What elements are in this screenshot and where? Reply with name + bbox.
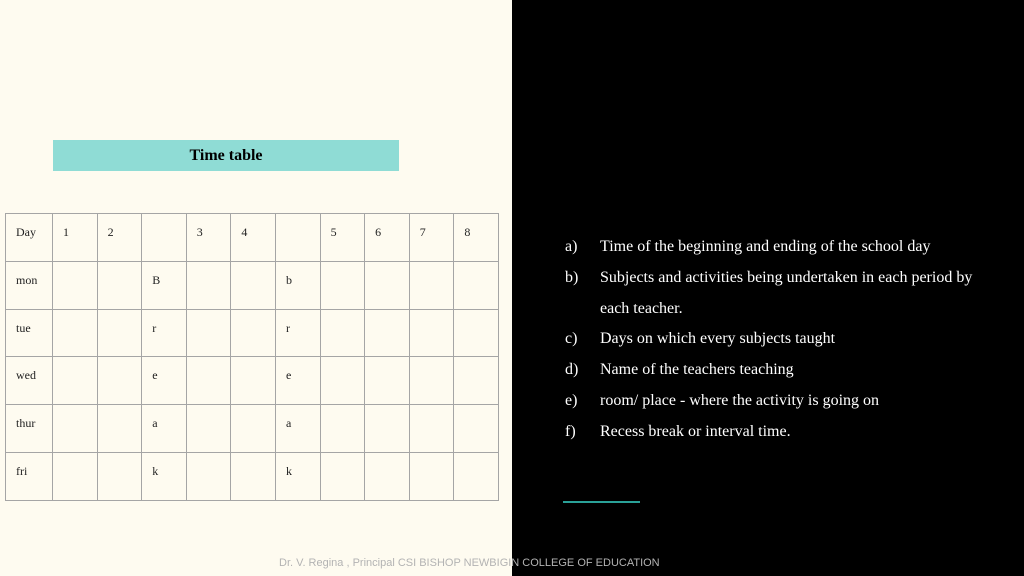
timetable-cell-text [108,405,142,416]
list-marker: c) [565,330,578,348]
timetable-cell [6,357,53,405]
timetable-cell-text: wed [16,368,36,383]
timetable-cell [231,309,276,357]
timetable-cell [320,214,365,262]
timetable-cell [186,261,231,309]
timetable-cell-text: 1 [63,225,69,239]
timetable-cell [97,261,142,309]
timetable-cell-text [464,453,498,464]
timetable-cell [97,309,142,357]
timetable-cell [231,261,276,309]
timetable-cell-text: k [285,463,292,478]
timetable-cell-text [420,453,454,464]
list-text: Days on which every subjects taught [600,330,836,348]
timetable-cell-text [241,310,275,321]
timetable-cell [275,357,320,405]
timetable-cell [409,261,454,309]
timetable-cell [6,309,53,357]
timetable-cell [231,452,276,500]
accent-divider [563,501,640,503]
timetable-cell-text [375,262,409,273]
timetable-cell-text: 7 [419,225,426,239]
timetable-cell [365,405,410,453]
timetable-cell [6,214,53,262]
timetable-cell [275,309,320,357]
timetable-cell-text [420,357,454,368]
timetable-cell-text: thur [16,416,36,431]
timetable-cell [409,452,454,500]
timetable-cell [454,405,499,453]
list-item [565,355,1005,386]
timetable-cell-text [63,310,97,321]
timetable-cell [275,261,320,309]
timetable-cell [365,452,410,500]
timetable-cell-text [331,262,365,273]
timetable-cell [454,261,499,309]
list-text: Time of the beginning and ending of the school day [600,238,931,255]
timetable-cell-text [197,262,231,273]
timetable-cell [142,261,187,309]
timetable-cell-text [108,310,142,321]
timetable-cell [454,357,499,405]
timetable-cell-text: b [285,272,292,287]
timetable-cell-text [108,262,142,273]
list-item [565,263,1005,325]
timetable-cell-text [197,405,231,416]
timetable-cell-text [152,214,186,225]
timetable-cell-text [241,453,275,464]
list-text: Subjects and activities being undertaken in each period by each teacher. [600,268,973,317]
list-item [565,417,1005,448]
list-marker: f) [565,422,576,440]
timetable-cell [6,452,53,500]
timetable-cell-text [420,310,454,321]
timetable-cell [53,405,98,453]
timetable-cell [231,405,276,453]
timetable-cell-text: a [285,416,292,431]
timetable-cell [142,405,187,453]
timetable-cell [186,405,231,453]
timetable-cell [97,452,142,500]
timetable-cell-text: fri [16,463,28,478]
timetable-cell-text [464,405,498,416]
timetable-cell-text: 6 [375,225,382,239]
timetable-cell [53,309,98,357]
timetable-cell [53,357,98,405]
timetable [5,213,499,501]
list-text: Recess break or interval time. [600,422,791,440]
timetable-cell-text [375,405,409,416]
timetable-cell-text: tue [16,320,31,335]
timetable-cell [409,405,454,453]
timetable-cell [53,214,98,262]
timetable-cell [6,261,53,309]
timetable-cell [186,357,231,405]
timetable-cell-text [331,405,365,416]
timetable-row [6,309,499,357]
timetable-cell-text: 2 [107,225,114,239]
timetable-row [6,261,499,309]
list-marker: d) [565,361,579,379]
timetable-cell [231,357,276,405]
timetable-cell [97,405,142,453]
timetable-cell-text [420,262,454,273]
timetable-cell-text: k [152,463,159,478]
timetable-cell [231,214,276,262]
timetable-cell-text [241,357,275,368]
timetable-cell [97,214,142,262]
timetable-cell-text: 8 [464,225,471,239]
timetable-cell [275,452,320,500]
timetable-row [6,357,499,405]
timetable-cell-text: a [152,416,158,431]
timetable-cell-text: Day [16,225,36,239]
timetable-cell [409,309,454,357]
timetable-cell-text [464,357,498,368]
timetable-cell-text: e [285,368,292,383]
timetable-cell [97,357,142,405]
timetable-cell [186,214,231,262]
timetable-cell-text [331,310,365,321]
timetable-cell-text [63,453,97,464]
timetable-cell [142,357,187,405]
timetable-cell-text [375,453,409,464]
timetable-cell [6,405,53,453]
timetable-cell-text [464,262,498,273]
timetable-cell-text [241,405,275,416]
timetable-cell-text: mon [16,272,38,287]
timetable-cell-text [420,405,454,416]
list-marker: b) [565,268,579,286]
timetable-cell [365,214,410,262]
timetable-cell-text [331,453,365,464]
timetable-cell [409,357,454,405]
list-text: room/ place - where the activity is going on [600,391,880,409]
timetable-cell-text [63,262,97,273]
list-item [565,324,1005,355]
list-marker: e) [565,391,578,409]
timetable-row [6,452,499,500]
timetable-cell-text [375,357,409,368]
timetable-cell-text [197,357,231,368]
timetable-cell [275,214,320,262]
timetable-cell-text: B [152,272,161,287]
timetable-cell [53,261,98,309]
timetable-cell [409,214,454,262]
timetable-cell-text [108,453,142,464]
timetable-cell [365,309,410,357]
timetable-cell-text: 5 [330,225,337,239]
timetable-cell-text [197,453,231,464]
timetable-row [6,405,499,453]
timetable-cell [142,214,187,262]
timetable-cell [142,452,187,500]
timetable-cell [320,452,365,500]
timetable-cell-text [375,310,409,321]
timetable-cell [320,261,365,309]
timetable-cell-text: 3 [196,225,203,239]
list-item [565,386,1005,417]
timetable-cell-text [63,357,97,368]
timetable-cell [365,261,410,309]
timetable-cell [53,452,98,500]
timetable-cell-text: r [285,320,290,335]
timetable-cell-text: 4 [241,225,248,239]
timetable-cell-text [464,310,498,321]
timetable-cell-text [331,357,365,368]
timetable-cell-text: r [152,320,157,335]
timetable-cell-text [197,310,231,321]
timetable-cell [186,309,231,357]
requirements-list [565,232,1005,448]
timetable-cell-text [286,214,320,225]
timetable-cell-text [63,405,97,416]
timetable-cell [365,357,410,405]
footer-credit: Dr. V. Regina , Principal CSI BISHOP NEWBIGIN COLLEGE OF EDUCATION [279,557,660,569]
timetable-cell-text: e [152,368,158,383]
timetable-cell [320,357,365,405]
timetable-cell [454,309,499,357]
timetable-cell [320,405,365,453]
timetable-cell [142,309,187,357]
timetable-cell [275,405,320,453]
timetable-cell [320,309,365,357]
timetable-cell [186,452,231,500]
list-marker: a) [565,238,578,255]
list-text: Name of the teachers teaching [600,361,794,379]
timetable-cell [454,452,499,500]
list-item [565,232,1005,263]
timetable-cell-text [108,357,142,368]
slide-title: Time table [53,140,399,171]
timetable-cell [454,214,499,262]
timetable-header-row [6,214,499,262]
timetable-cell-text [241,262,275,273]
